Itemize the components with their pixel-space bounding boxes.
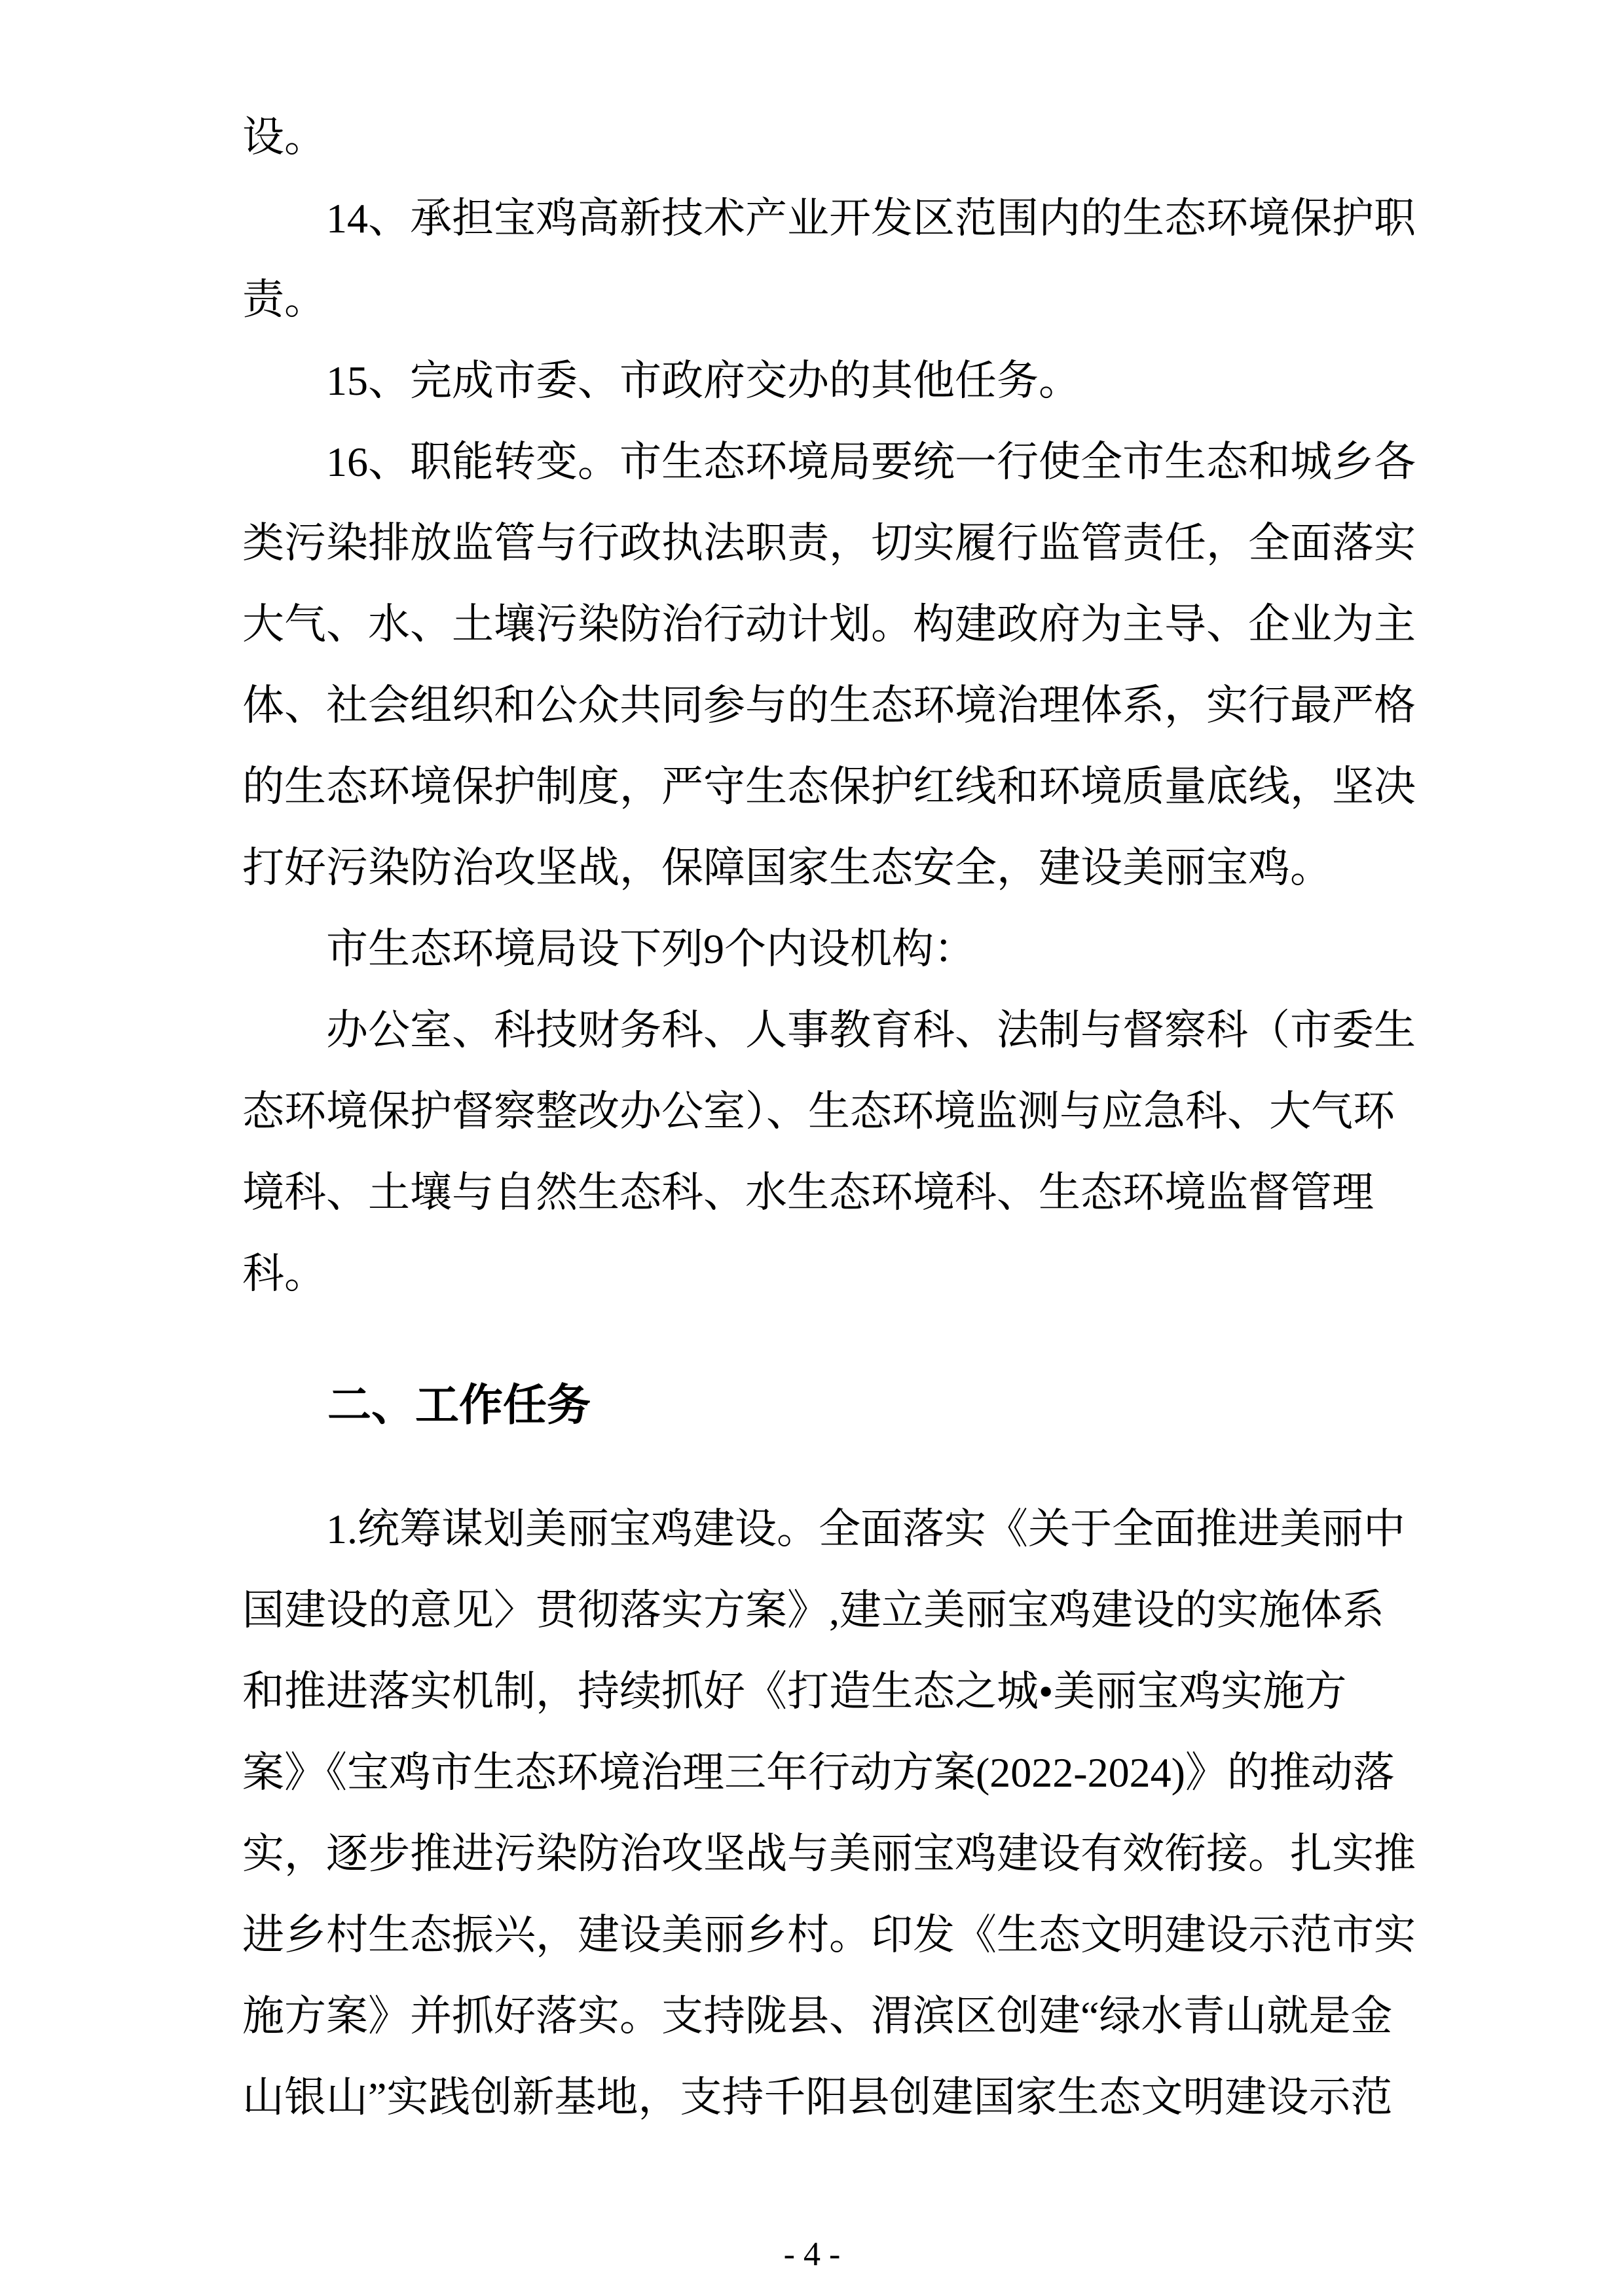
text-line: 16、职能转变。市生态环境局要统一行使全市生态和城乡各 — [326, 439, 1416, 485]
text-line: 实，逐步推进污染防治攻坚战与美丽宝鸡建设有效衔接。扎实推 — [242, 1831, 1416, 1877]
text-line: 山银山”实践创新基地，支持千阳县创建国家生态文明建设示范 — [242, 2074, 1393, 2121]
text-line: 境科、土壤与自然生态科、水生态环境科、生态环境监督管理 — [242, 1169, 1374, 1216]
text-line: 设。 — [242, 114, 326, 160]
text-line: 体、社会组织和公众共同参与的生态环境治理体系，实行最严格 — [242, 682, 1416, 729]
text-line: 市生态环境局设下列9个内设机构： — [326, 926, 976, 972]
text-line: 的生态环境保护制度，严守生态保护红线和环境质量底线，坚决 — [242, 763, 1416, 810]
text-line: 打好污染防治攻坚战，保障国家生态安全，建设美丽宝鸡。 — [242, 845, 1332, 891]
text-line: 国建设的意见〉贯彻落实方案》,建立美丽宝鸡建设的实施体系 — [242, 1587, 1384, 1633]
text-line: 责。 — [242, 276, 326, 323]
text-line: 类污染排放监管与行政执法职责，切实履行监管责任，全面落实 — [242, 520, 1416, 566]
page-number: - 4 - — [783, 2236, 841, 2273]
document-body — [242, 97, 1421, 2138]
text-line: 案》《宝鸡市生态环境治理三年行动方案(2022-2024)》的推动落 — [242, 1749, 1395, 1796]
section-heading: 二、工作任务 — [327, 1381, 591, 1430]
text-line: 和推进落实机制，持续抓好《打造生态之城•美丽宝鸡实施方 — [242, 1668, 1347, 1715]
text-line: 1.统筹谋划美丽宝鸡建设。全面落实《关于全面推进美丽中 — [326, 1506, 1405, 1552]
text-line: 进乡村生态振兴，建设美丽乡村。印发《生态文明建设示范市实 — [242, 1912, 1416, 1958]
text-line: 办公室、科技财务科、人事教育科、法制与督察科（市委生 — [326, 1007, 1416, 1053]
text-line: 科。 — [242, 1250, 326, 1297]
text-line: 15、完成市委、市政府交办的其他任务。 — [326, 357, 1080, 404]
text-line: 大气、水、土壤污染防治行动计划。构建政府为主导、企业为主 — [242, 601, 1416, 647]
text-line: 14、承担宝鸡高新技术产业开发区范围内的生态环境保护职 — [326, 195, 1416, 242]
text-line: 施方案》并抓好落实。支持陇县、渭滨区创建“绿水青山就是金 — [242, 1993, 1393, 2039]
text-line: 态环境保护督察整改办公室）、生态环境监测与应急科、大气环 — [242, 1088, 1395, 1135]
